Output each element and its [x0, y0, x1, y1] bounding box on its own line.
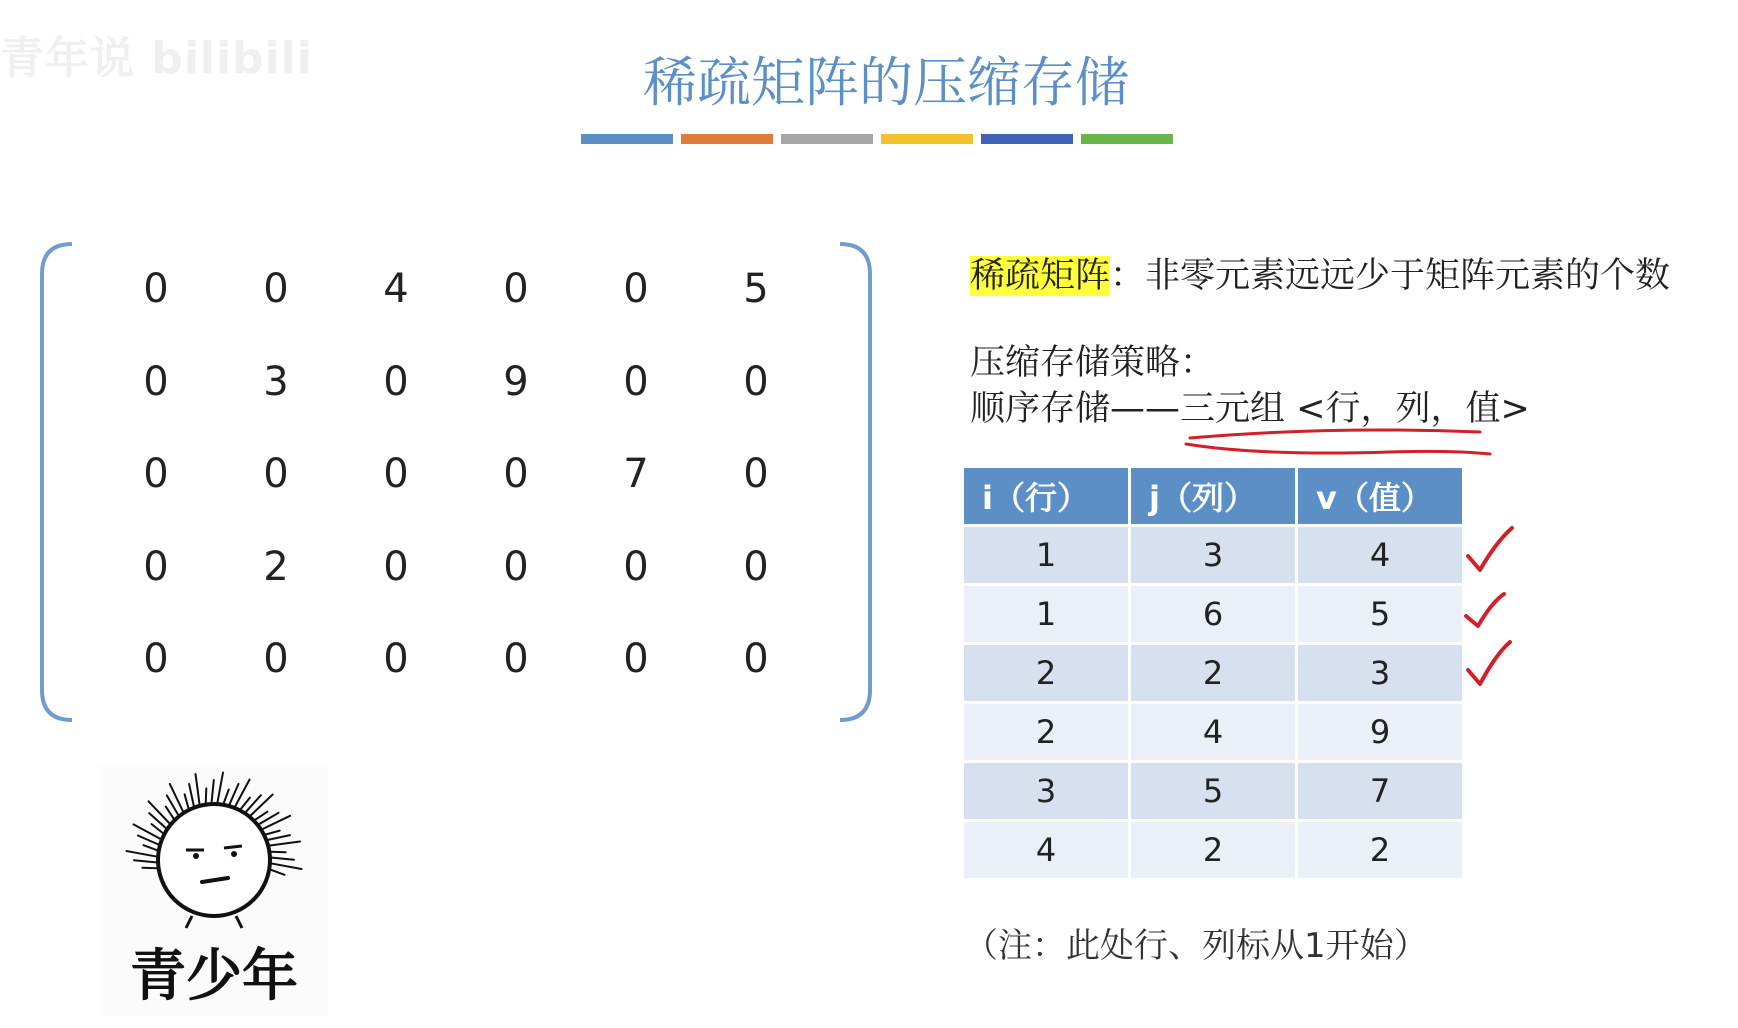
matrix-cell: 0 — [143, 636, 169, 682]
check-mark-icon — [1468, 642, 1510, 684]
sparse-matrix — [38, 240, 874, 724]
table-row — [964, 526, 1464, 585]
table-cell: 9 — [1297, 703, 1464, 762]
table-row — [964, 585, 1464, 644]
matrix-cell: 0 — [143, 266, 169, 312]
matrix-cell: 7 — [623, 451, 649, 497]
left-bracket — [42, 244, 72, 720]
matrix-cell: 4 — [383, 266, 409, 312]
matrix-cell: 0 — [503, 543, 529, 590]
matrix-cell: 0 — [143, 358, 169, 405]
meme-sticker — [100, 766, 328, 1016]
check-mark-icon — [1466, 594, 1504, 626]
table-cell: 2 — [964, 644, 1130, 703]
strategy-prefix: 顺序存储—— — [970, 389, 1181, 429]
matrix-cell: 3 — [263, 358, 289, 405]
matrix-cell: 0 — [743, 636, 769, 682]
title-bar-2 — [781, 134, 873, 144]
header-v: v（值） — [1297, 468, 1464, 526]
spiky-face-icon — [100, 766, 328, 936]
table-cell: 4 — [1297, 526, 1464, 585]
matrix-cell: 0 — [383, 543, 409, 590]
check-mark-icon — [1468, 528, 1512, 570]
table-cell: 1 — [964, 526, 1130, 585]
matrix-cell: 0 — [503, 266, 529, 312]
meme-caption: 青少年 — [130, 944, 298, 1009]
title-bar-5 — [1081, 134, 1173, 144]
matrix-cell: 9 — [503, 358, 529, 405]
definition-term: 稀疏矩阵 — [970, 256, 1111, 296]
matrix-cell: 0 — [623, 358, 649, 405]
table-row — [964, 821, 1464, 880]
title-bar-4 — [981, 134, 1073, 144]
table-cell: 5 — [1297, 585, 1464, 644]
matrix-cell: 0 — [743, 358, 769, 405]
table-cell: 3 — [1130, 526, 1297, 585]
matrix-cell: 0 — [503, 451, 529, 497]
table-cell: 5 — [1130, 762, 1297, 821]
definition — [970, 248, 1670, 298]
triplet-table — [964, 468, 1465, 881]
header-j: j（列） — [1130, 468, 1297, 526]
strategy — [970, 340, 1530, 432]
matrix-cell: 0 — [383, 636, 409, 682]
table-row — [964, 703, 1464, 762]
matrix-cell: 0 — [503, 636, 529, 682]
check-marks — [1460, 520, 1530, 690]
matrix-cell: 0 — [383, 451, 409, 497]
watermark: 青年说 bilibili — [0, 33, 313, 84]
matrix-cell: 0 — [263, 266, 289, 312]
matrix-grid — [96, 260, 816, 723]
matrix-cell: 0 — [623, 266, 649, 312]
matrix-cell: 0 — [263, 636, 289, 682]
table-row — [964, 762, 1464, 821]
table-cell: 7 — [1297, 762, 1464, 821]
matrix-cell: 5 — [743, 266, 769, 312]
title-bar-0 — [581, 134, 673, 144]
definition-colon: ： — [1110, 256, 1146, 296]
title-color-bars — [581, 134, 1173, 144]
underline-annotation — [1180, 420, 1500, 460]
matrix-cell: 0 — [743, 451, 769, 497]
table-cell: 4 — [964, 821, 1130, 880]
matrix-cell: 0 — [383, 358, 409, 405]
strategy-heading: 压缩存储策略： — [970, 343, 1216, 383]
matrix-cell: 0 — [623, 636, 649, 682]
note: （注：此处行、列标从1开始） — [964, 926, 1428, 966]
table-cell: 4 — [1130, 703, 1297, 762]
table-cell: 3 — [1297, 644, 1464, 703]
header-i: i（行） — [964, 468, 1130, 526]
matrix-cell: 0 — [143, 543, 169, 590]
strategy-emphasis: 三元组 <行，列，值> — [1180, 389, 1530, 429]
table-cell: 2 — [964, 703, 1130, 762]
matrix-cell: 2 — [263, 543, 289, 590]
title-bar-1 — [681, 134, 773, 144]
matrix-cell: 0 — [623, 543, 649, 590]
slide-title: 稀疏矩阵的压缩存储 — [643, 51, 1129, 114]
title-bar-3 — [881, 134, 973, 144]
matrix-cell: 0 — [743, 543, 769, 590]
table-cell: 2 — [1297, 821, 1464, 880]
table-cell: 1 — [964, 585, 1130, 644]
definition-text: 非零元素远远少于矩阵元素的个数 — [1145, 256, 1671, 296]
table-header-row — [964, 468, 1464, 526]
table-cell: 2 — [1130, 644, 1297, 703]
table-cell: 2 — [1130, 821, 1297, 880]
table-row — [964, 644, 1464, 703]
table-cell: 6 — [1130, 585, 1297, 644]
right-bracket — [840, 244, 870, 720]
matrix-cell: 0 — [143, 451, 169, 497]
table-cell: 3 — [964, 762, 1130, 821]
matrix-cell: 0 — [263, 451, 289, 497]
